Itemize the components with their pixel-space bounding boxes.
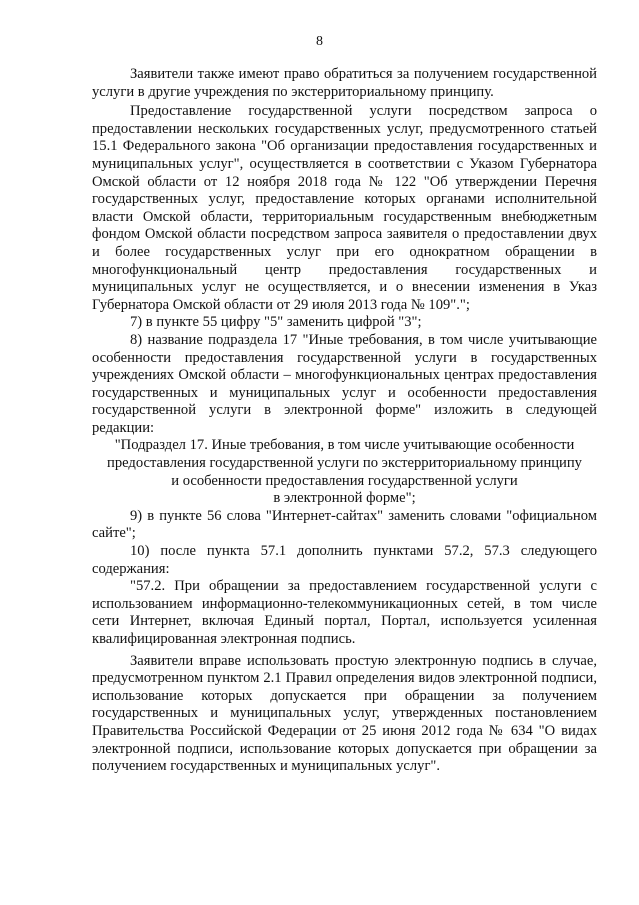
paragraph-item-7: 7) в пункте 55 цифру "5" заменить цифрой "3"; (130, 314, 422, 331)
paragraph-item-9: 9) в пункте 56 слова "Интернет-сайтах" заменить словами "официальном сайте"; (92, 507, 597, 542)
paragraph-extraterritorial: Заявители также имеют право обратиться за получением государственной услуги в другие учреждения по экстерриториальному принципу. (92, 66, 597, 100)
subsection-heading-line-3: и особенности предоставления государственной услуги (171, 472, 518, 489)
subsection-heading-line-1: "Подраздел 17. Иные требования, в том числе учитывающие особенности (114, 437, 575, 454)
document-body (92, 66, 597, 776)
paragraph-item-8: 8) название подраздела 17 "Иные требования, в том числе учитывающие особенности предоставления государственной услуги в государственных учреждениях Омской области – многофункциональных центрах предоставления государственных и муниципальных услуг и особенности предоставления государственной услуги в электронной форме" изложить в следующей редакции: (92, 331, 597, 436)
subsection-heading-line-2: предоставления государственной услуги по экстерриториальному принципу (107, 455, 582, 472)
paragraph-multiple-services-request: Предоставление государственной услуги посредством запроса о предоставлении нескольких государственных услуг, предусмотренного статьей 15.1 Федерального закона "Об организации предоставления государственных и муниципальных услуг", осуществляется в соответствии с Указом Губернатора Омской области от 12 ноября 2018 года № 122 "Об утверждении Перечня государственных услуг, предоставление которых органами исполнительной власти Омской области, территориальным государственным внебюджетным фондом Омской области посредством запроса заявителя о предоставлении двух и более государственных услуг при его однократном обращении в многофункциональный центр предоставления государственных и муниципальных услуг не осуществляется, и о внесении изменения в Указ Губернатора Омской области от 29 июля 2013 года № 109"."; (92, 103, 597, 313)
page-number: 8 (316, 34, 323, 49)
paragraph-item-10: 10) после пункта 57.1 дополнить пунктами 57.2, 57.3 следующего содержания: (92, 543, 597, 577)
paragraph-57-2: "57.2. При обращении за предоставлением государственной услуги с использованием информационно-телекоммуникационных сетей, в том числе сети Интернет, включая Единый портал, Портал, используется усиленная квалифицированная электронная подпись. (92, 578, 597, 647)
paragraph-simple-signature: Заявители вправе использовать простую электронную подпись в случае, предусмотренном пунктом 2.1 Правил определения видов электронной подписи, использование которых допускается при обращении за получением государственных и муниципальных услуг, утвержденных постановлением Правительства Российской Федерации от 25 июня 2012 года № 634 "О видах электронной подписи, использование которых допускается при обращении за получением государственных и муниципальных услуг". (92, 652, 597, 775)
subsection-heading-line-4: в электронной форме"; (273, 490, 416, 507)
